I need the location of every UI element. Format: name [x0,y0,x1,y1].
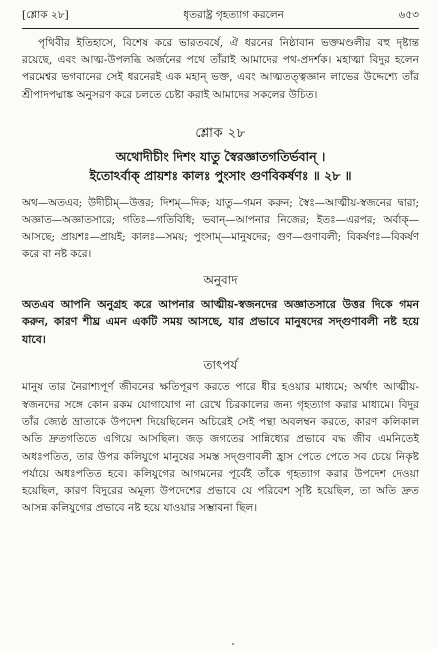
running-header [22,8,419,29]
header-verse-ref: [শ্লোক ২৮] [22,9,69,21]
print-speck [232,643,234,645]
page-number: ৬৫৩ [398,9,419,21]
header-chapter-title: ধৃতরাষ্ট্র গৃহত্যাগ করলেন [183,9,284,21]
translation-text: অতএব আপনি অনুগ্রহ করে আপনার আত্মীয়-স্বজনদের অজ্ঞাতসারে উত্তর দিকে গমন করুন, কারণ শীঘ্র এমন একটি সময় আসছে, যার প্রভাবে মানুষদের সদ্‌গুণাবলী নষ্ট হয়ে যাবে। [22,297,419,346]
translation-heading: অনুবাদ [203,272,238,287]
purport-heading: তাৎপর্য [203,358,238,373]
verse-title: শ্লোক ২৮ [195,125,246,141]
verse-sanskrit [22,147,419,185]
verse-line-1: অথোদীচীং দিশং যাতু স্বৈরজ্ঞাতগতির্ভবান্‌ । [115,148,326,164]
intro-paragraph: পৃথিবীর ইতিহাসে, বিশেষ করে ভারতবর্ষে, ঐ ধরনের নিষ্ঠাবান ভক্তমণ্ডলীর বহু দৃষ্টান্ত রয়েছে, এবং আত্ম-উপলব্ধি অর্জনের পথে তাঁরাই আমাদের পথ-প্রদর্শক। মহাত্মা বিদুর হলেন পরমেশ্বর ভগবানের সেই ধরনেরই এক মহান্‌ ভক্ত, এবং আত্মতত্ত্বজ্ঞান লাভের উদ্দেশ্যে তাঁর শ্রীপাদপদ্মাঙ্ক অনুসরণ করে চলতে চেষ্টা করাই আমাদের সকলের উচিত। [22,37,419,101]
word-synonyms: অথ—অতএব; উদীচীম্‌—উত্তর; দিশম্‌—দিক; যাতু—গমন করুন; স্বৈঃ—আত্মীয়-স্বজনের দ্বারা; অজ্ঞাত—অজ্ঞাতসারে; গতিঃ—গতিবিধি; ভবান্‌—আপনার নিজের; ইতঃ—এরপর; অর্বাক্‌—আসছে; প্রায়শঃ—প্রায়ই; কালঃ—সময়; পুংসাম্‌—মানুষদের; গুণ—গুণাবলী; বিকর্ষণঃ—বিকর্ষণ করে বা নষ্ট করে। [22,196,419,260]
verse-line-2: ইতোঽর্বাক্‌ প্রায়শঃ কালঃ পুংসাং গুণবিকর্ষণঃ ॥ ২৮ ॥ [89,167,352,183]
purport-text: মানুষ তার নৈরাশ্যপূর্ণ জীবনের ক্ষতিপূরণ করতে পারে ধীর হওয়ার মাধ্যমে; অর্থাৎ আত্মীয়-স্বজনদের সঙ্গে কোন রকম যোগাযোগ না রেখে চিরকালের জন্য গৃহত্যাগ করার মাধ্যমে। বিদুর তাঁর জ্যেষ্ঠ ভ্রাতাকে উপদেশ দিয়েছিলেন অচিরেই সেই পন্থা অবলম্বন করতে, কারণ কলিকাল অতি দ্রুতগতিতে এগিয়ে আসছিল। জড় জগতের সান্নিধ্যের প্রভাবে বদ্ধ জীব এমনিতেই অধঃপতিত, তার উপর কলিযুগে মানুষের সমস্ত সদ্‌গুণাবলী হ্রাস পেতে পেতে সব চেয়ে নিকৃষ্ট পর্যায়ে অধঃপতিত হবে। কলিযুগের আগমনের পূর্বেই তাঁকে গৃহত্যাগ করার উপদেশ দেওয়া হয়েছিল, কারণ বিদুরের অমূল্য উপদেশের প্রভাবে যে পরিবেশ সৃষ্টি হয়েছিল, তা অতি দ্রুত আসন্ন কলিযুগের প্রভাবে নষ্ট হয়ে যাওয়ার সম্ভাবনা ছিল। [22,381,419,515]
